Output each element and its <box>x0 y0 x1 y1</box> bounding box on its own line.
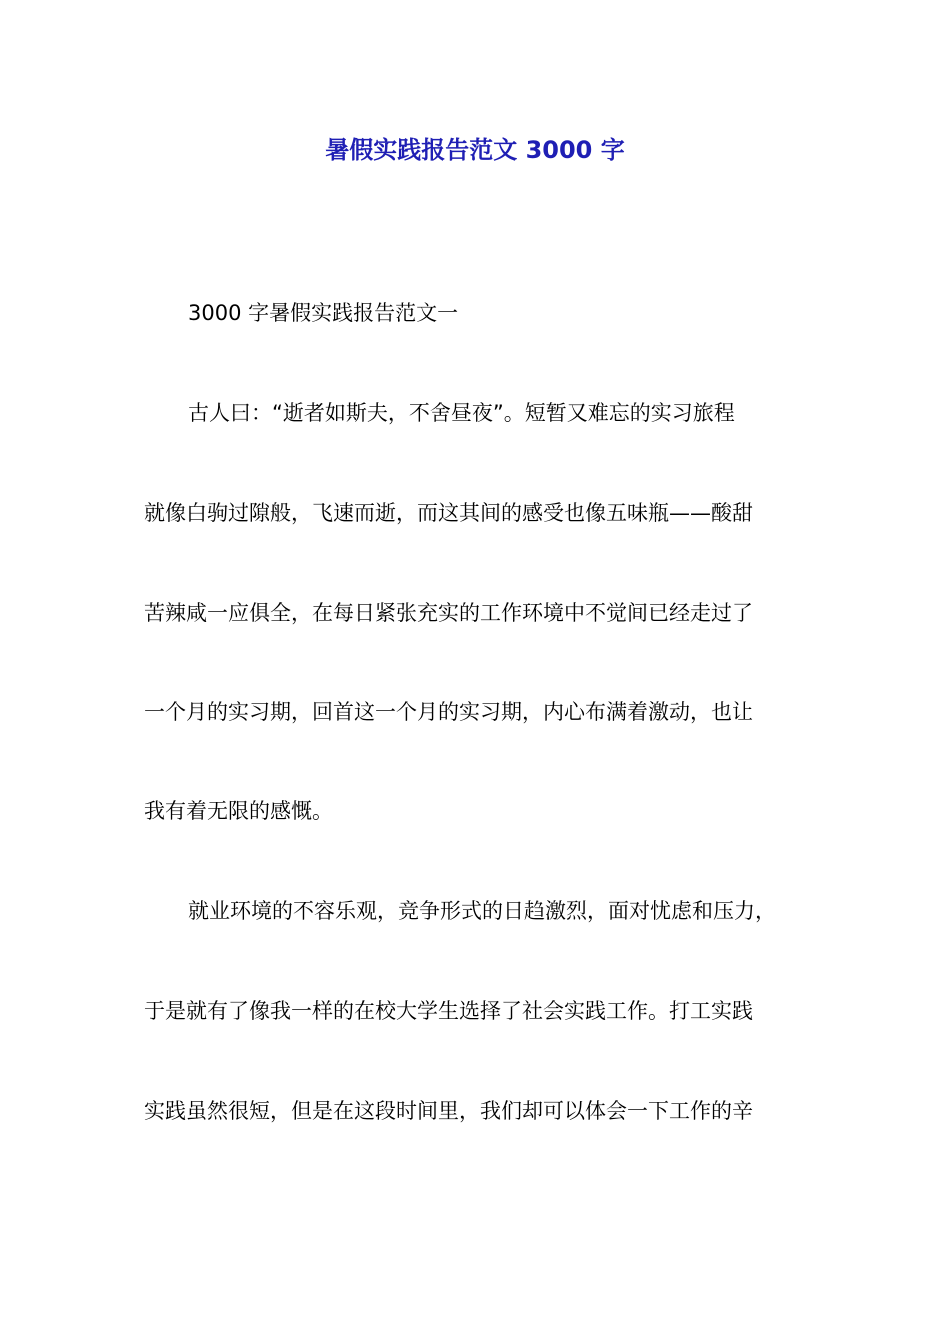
paragraph-line: 苦辣咸一应俱全，在每日紧张充实的工作环境中不觉间已经走过了 <box>144 601 753 625</box>
paragraph-line: 我有着无限的感慨。 <box>144 799 333 823</box>
paragraph-line: 一个月的实习期，回首这一个月的实习期，内心布满着激动，也让 <box>144 700 753 724</box>
paragraph-line: 实践虽然很短，但是在这段时间里，我们却可以体会一下工作的辛 <box>144 1099 753 1123</box>
document-title: 暑假实践报告范文 3000 字 <box>325 136 625 164</box>
paragraph-line: 于是就有了像我一样的在校大学生选择了社会实践工作。打工实践 <box>144 999 753 1023</box>
paragraph-line: 就像白驹过隙般，飞速而逝，而这其间的感受也像五味瓶——酸甜 <box>144 501 753 525</box>
paragraph-line: 就业环境的不容乐观，竞争形式的日趋激烈，面对忧虑和压力， <box>188 899 776 923</box>
section-heading: 3000 字暑假实践报告范文一 <box>188 301 459 325</box>
paragraph-line: 古人曰：“逝者如斯夫，不舍昼夜”。短暂又难忘的实习旅程 <box>188 401 735 425</box>
